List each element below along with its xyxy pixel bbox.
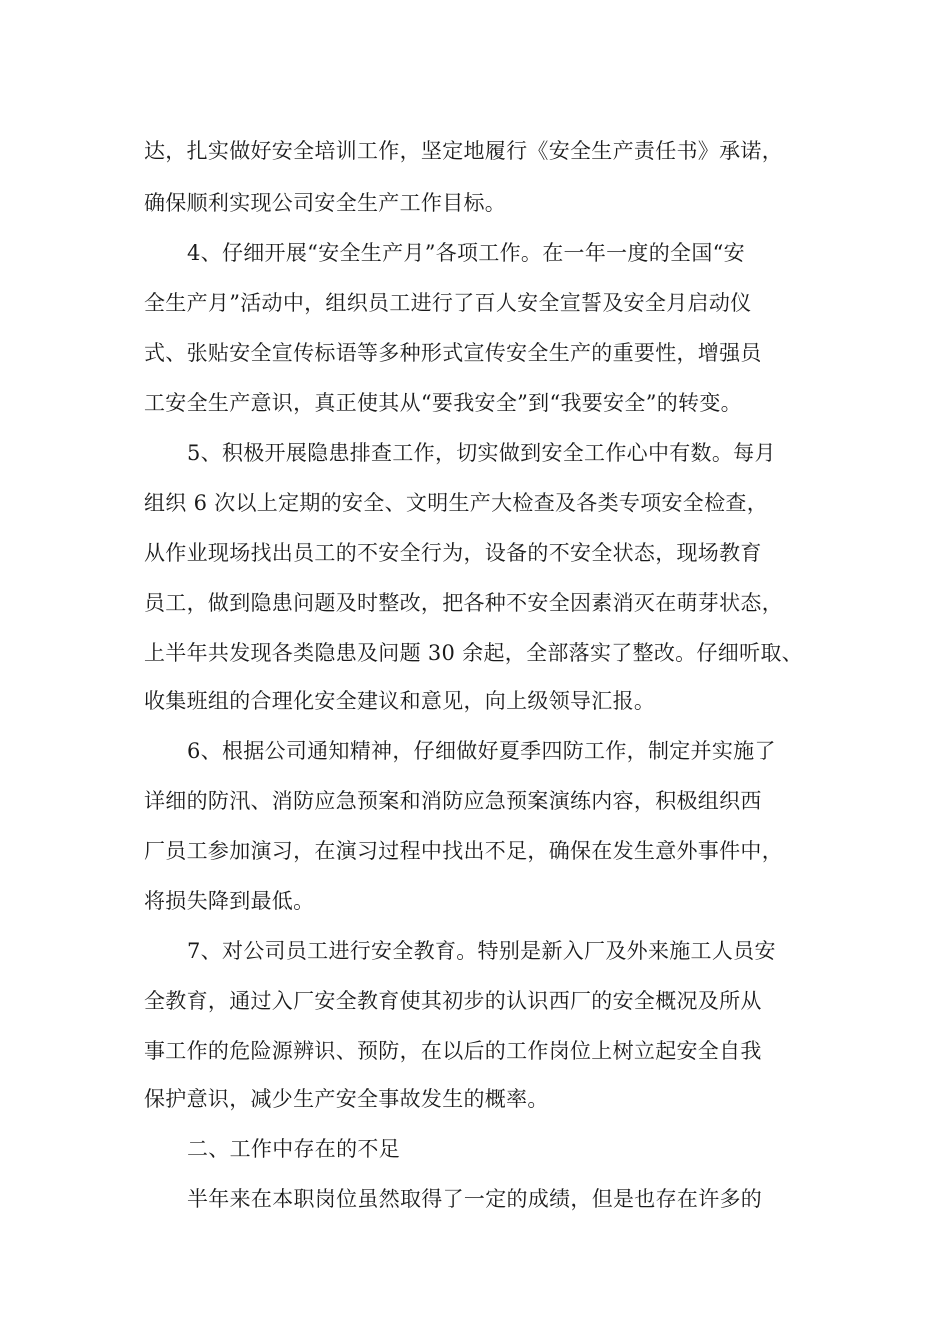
paragraph-line: 4、仔细开展“安全生产月”各项工作。在一年一度的全国“安 xyxy=(187,241,745,265)
paragraph-line: 半年来在本职岗位虽然取得了一定的成绩，但是也存在许多的 xyxy=(187,1187,763,1211)
paragraph-line: 详细的防汛、消防应急预案和消防应急预案演练内容，积极组织西 xyxy=(144,789,762,813)
paragraph-line: 工安全生产意识，真正使其从“要我安全”到“我要安全”的转变。 xyxy=(144,391,742,415)
paragraph-line: 员工，做到隐患问题及时整改，把各种不安全因素消灭在萌芽状态， xyxy=(144,591,783,615)
paragraph-line: 组织 6 次以上定期的安全、文明生产大检查及各类专项安全检查， xyxy=(144,491,769,515)
paragraph-line: 从作业现场找出员工的不安全行为，设备的不安全状态，现场教育 xyxy=(144,541,762,565)
paragraph-line: 保护意识，减少生产安全事故发生的概率。 xyxy=(144,1087,549,1111)
paragraph-line: 事工作的危险源辨识、预防，在以后的工作岗位上树立起安全自我 xyxy=(144,1039,762,1063)
paragraph-line: 达，扎实做好安全培训工作，坚定地履行《安全生产责任书》承诺， xyxy=(144,139,783,163)
paragraph-line: 将损失降到最低。 xyxy=(144,889,315,913)
paragraph-line: 上半年共发现各类隐患及问题 30 余起，全部落实了整改。仔细听取、 xyxy=(144,641,803,665)
paragraph-line: 厂员工参加演习，在演习过程中找出不足，确保在发生意外事件中， xyxy=(144,839,783,863)
paragraph-line: 7、对公司员工进行安全教育。特别是新入厂及外来施工人员安 xyxy=(187,939,776,963)
paragraph-line: 收集班组的合理化安全建议和意见，向上级领导汇报。 xyxy=(144,689,656,713)
paragraph-line: 确保顺利实现公司安全生产工作目标。 xyxy=(144,191,507,215)
paragraph-line: 式、张贴安全宣传标语等多种形式宣传安全生产的重要性，增强员 xyxy=(144,341,762,365)
paragraph-line: 6、根据公司通知精神，仔细做好夏季四防工作，制定并实施了 xyxy=(187,739,776,763)
paragraph-line: 5、积极开展隐患排查工作，切实做到安全工作心中有数。每月 xyxy=(187,441,776,465)
paragraph-line: 全生产月”活动中，组织员工进行了百人安全宣誓及安全月启动仪 xyxy=(144,291,752,315)
paragraph-line: 全教育，通过入厂安全教育使其初步的认识西厂的安全概况及所从 xyxy=(144,989,762,1013)
section-heading: 二、工作中存在的不足 xyxy=(187,1137,400,1161)
